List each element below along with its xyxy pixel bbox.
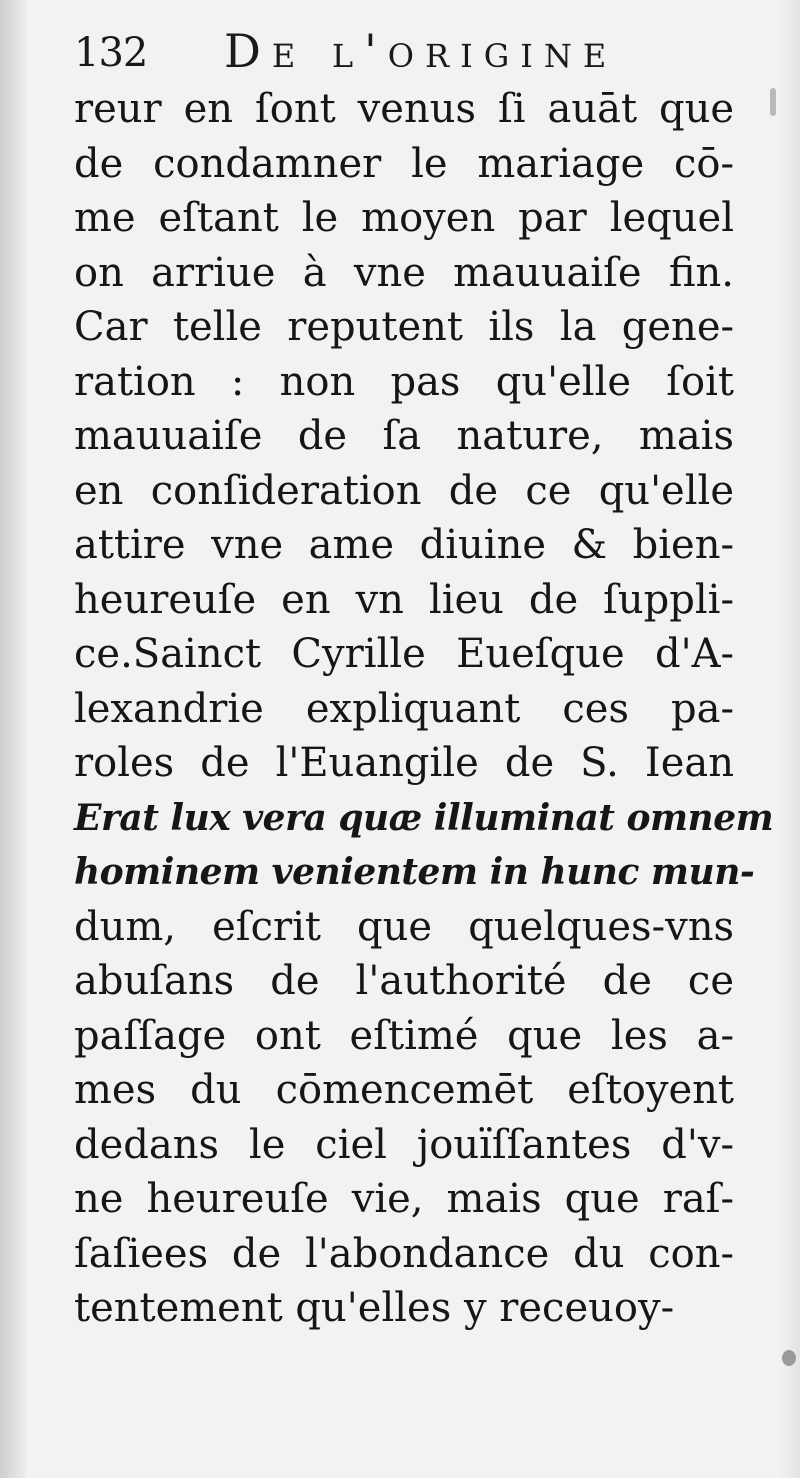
running-head: De l'origine	[224, 24, 618, 78]
text-line: en conſideration de ce qu'elle	[74, 467, 734, 514]
paper-spot	[782, 1350, 796, 1366]
text-line: ce.Sainct Cyrille Eueſque d'A-	[74, 631, 734, 677]
page-number: 132	[74, 30, 148, 76]
binding-gutter	[0, 0, 26, 1478]
text-line: ration : non pas qu'elle ſoit	[74, 358, 734, 405]
text-line: roles de l'Euangile de S. Iean	[74, 740, 734, 786]
text-line: lexandrie expliquant ces pa-	[74, 685, 734, 732]
text-line: tentement qu'elles y receuoy-	[74, 1285, 675, 1331]
text-line: dum, eſcrit que quelques-vns	[74, 903, 734, 950]
text-line: me eſtant le moyen par lequel	[74, 195, 734, 241]
text-line: Car telle reputent ils la gene-	[74, 304, 734, 350]
text-line: paſſage ont eſtimé que les a-	[74, 1012, 734, 1059]
latin-quote-line: hominem venientem in hunc mun-	[74, 851, 755, 893]
text-line: attire vne ame diuine & bien-	[74, 522, 734, 568]
text-line: reur en ſont venus ſi auāt que	[74, 86, 734, 132]
text-line: heureuſe en vn lieu de ſuppli-	[74, 576, 734, 623]
text-line: de condamner le mariage cō-	[74, 140, 734, 187]
paper-blemish	[770, 88, 776, 116]
body-text	[74, 82, 774, 1336]
page-header	[74, 22, 734, 82]
text-line: mauuaiſe de ſa nature, mais	[74, 413, 734, 459]
latin-quote-line: Erat lux vera quæ illuminat omnem	[74, 796, 774, 839]
text-line: ne heureuſe vie, mais que raſ-	[74, 1176, 734, 1222]
text-line: dedans le ciel jouïſſantes d'v-	[74, 1121, 734, 1168]
text-line: on arriue à vne mauuaiſe fin.	[74, 249, 734, 296]
text-line: ſaſiees de l'abondance du con-	[74, 1230, 734, 1277]
text-line: abuſans de l'authorité de ce	[74, 958, 734, 1004]
text-line: mes du cōmencemēt eſtoyent	[74, 1067, 734, 1113]
page-edge	[778, 0, 800, 1478]
